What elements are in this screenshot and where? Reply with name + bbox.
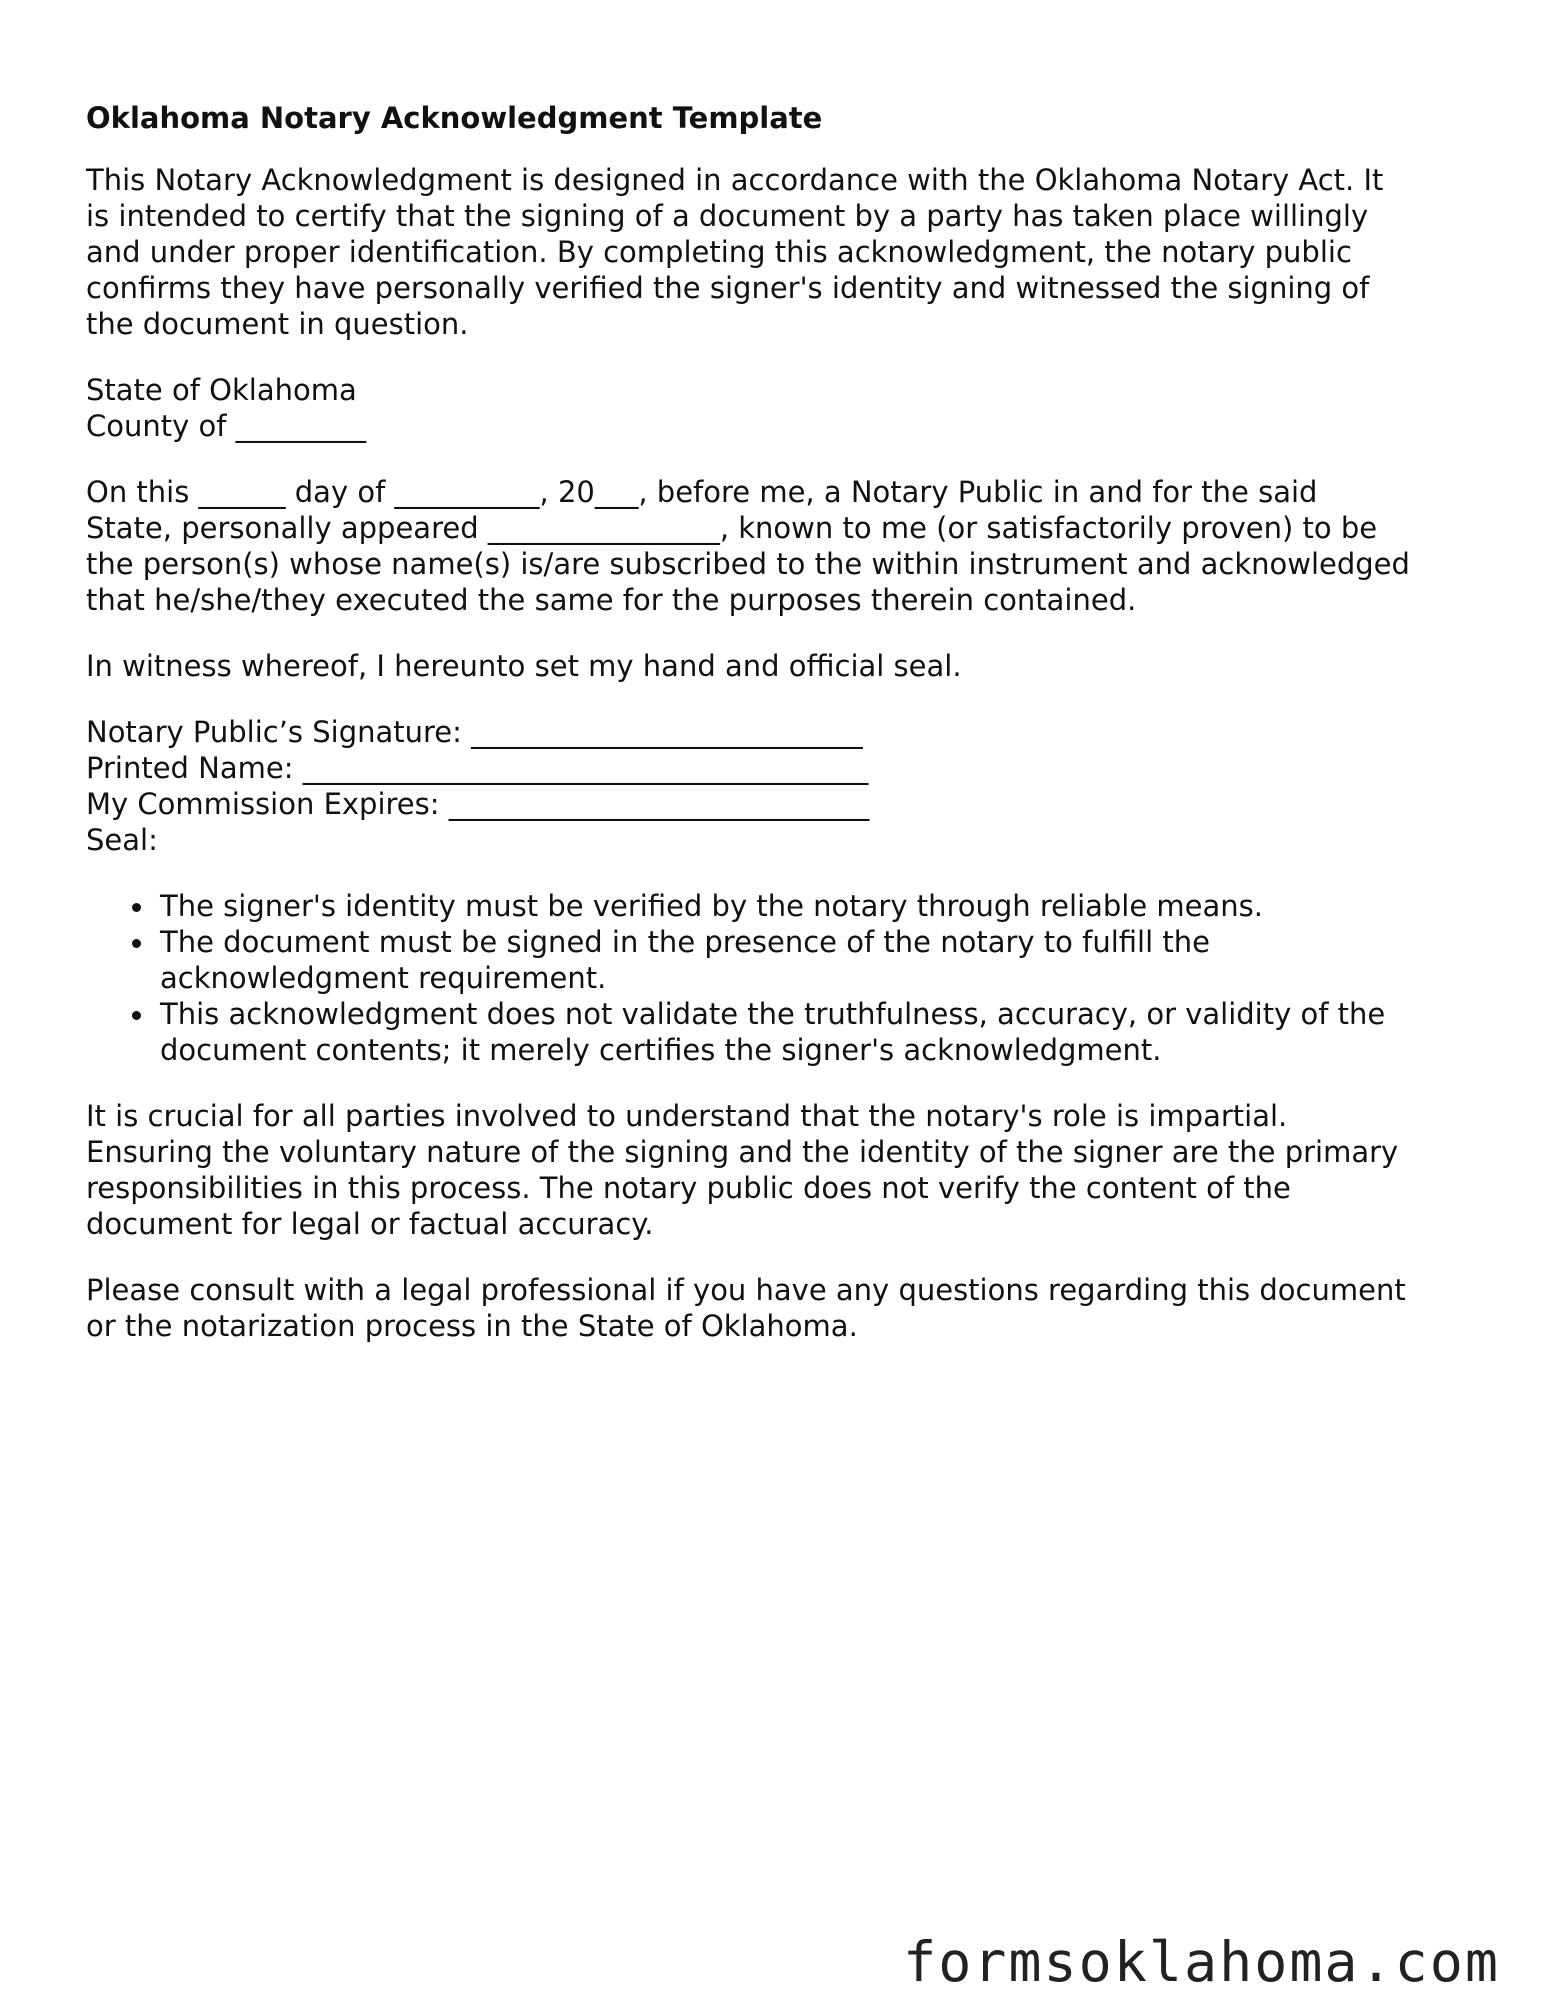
seal-label: Seal: — [86, 823, 158, 857]
acknowledgment-line: the person(s) whose name(s) is/are subscribed to the within instrument and acknowledged — [86, 547, 1410, 581]
site-watermark: formsoklahoma.com — [903, 1930, 1500, 1994]
consult-line: or the notarization process in the State of Oklahoma. — [86, 1309, 858, 1343]
intro-paragraph — [86, 162, 1476, 342]
intro-line: is intended to certify that the signing of a document by a party has taken place willingly — [86, 199, 1369, 233]
intro-line: confirms they have personally verified the signer's identity and witnessed the signing of — [86, 271, 1370, 305]
bullet-icon — [132, 903, 141, 912]
bullet-icon — [132, 1011, 141, 1020]
requirements-list — [86, 888, 1476, 1068]
list-item — [86, 888, 1476, 924]
consult-paragraph — [86, 1272, 1476, 1344]
venue-state: State of Oklahoma — [86, 373, 357, 407]
impartiality-paragraph — [86, 1098, 1476, 1242]
commission-expires-line: My Commission Expires: _____________________________ — [86, 787, 870, 821]
impartiality-line: document for legal or factual accuracy. — [86, 1207, 654, 1241]
acknowledgment-paragraph — [86, 474, 1476, 618]
venue-county: County of _________ — [86, 409, 367, 443]
signature-line: Notary Public’s Signature: ___________________________ — [86, 715, 863, 749]
impartiality-line: responsibilities in this process. The notary public does not verify the content of the — [86, 1171, 1291, 1205]
signature-block — [86, 714, 1476, 858]
intro-line: and under proper identification. By completing this acknowledgment, the notary public — [86, 235, 1352, 269]
consult-line: Please consult with a legal professional if you have any questions regarding this document — [86, 1273, 1406, 1307]
bullet-icon — [132, 939, 141, 948]
list-item — [86, 924, 1476, 996]
list-item-text: The signer's identity must be verified by the notary through reliable means. — [160, 889, 1263, 923]
printed-name-line: Printed Name: _______________________________________ — [86, 751, 869, 785]
venue-block — [86, 372, 1476, 444]
list-item — [86, 996, 1476, 1068]
acknowledgment-line: that he/she/they executed the same for the purposes therein contained. — [86, 583, 1137, 617]
impartiality-line: It is crucial for all parties involved to understand that the notary's role is impartial. — [86, 1099, 1288, 1133]
list-item-text: The document must be signed in the presence of the notary to fulfill the — [160, 925, 1210, 959]
list-item-text: This acknowledgment does not validate the truthfulness, accuracy, or validity of the — [160, 997, 1386, 1031]
impartiality-line: Ensuring the voluntary nature of the signing and the identity of the signer are the primary — [86, 1135, 1399, 1169]
acknowledgment-line: State, personally appeared ________________, known to me (or satisfactorily proven) to be — [86, 511, 1378, 545]
list-item-text: document contents; it merely certifies the signer's acknowledgment. — [160, 1033, 1162, 1067]
acknowledgment-line: On this ______ day of __________, 20___, before me, a Notary Public in and for the said — [86, 475, 1318, 509]
intro-line: This Notary Acknowledgment is designed in accordance with the Oklahoma Notary Act. It — [86, 163, 1384, 197]
intro-line: the document in question. — [86, 307, 469, 341]
document-title: Oklahoma Notary Acknowledgment Template — [86, 101, 823, 135]
document-page — [86, 98, 1476, 1374]
list-item-text: acknowledgment requirement. — [160, 961, 607, 995]
witness-statement: In witness whereof, I hereunto set my hand and official seal. — [86, 649, 962, 683]
